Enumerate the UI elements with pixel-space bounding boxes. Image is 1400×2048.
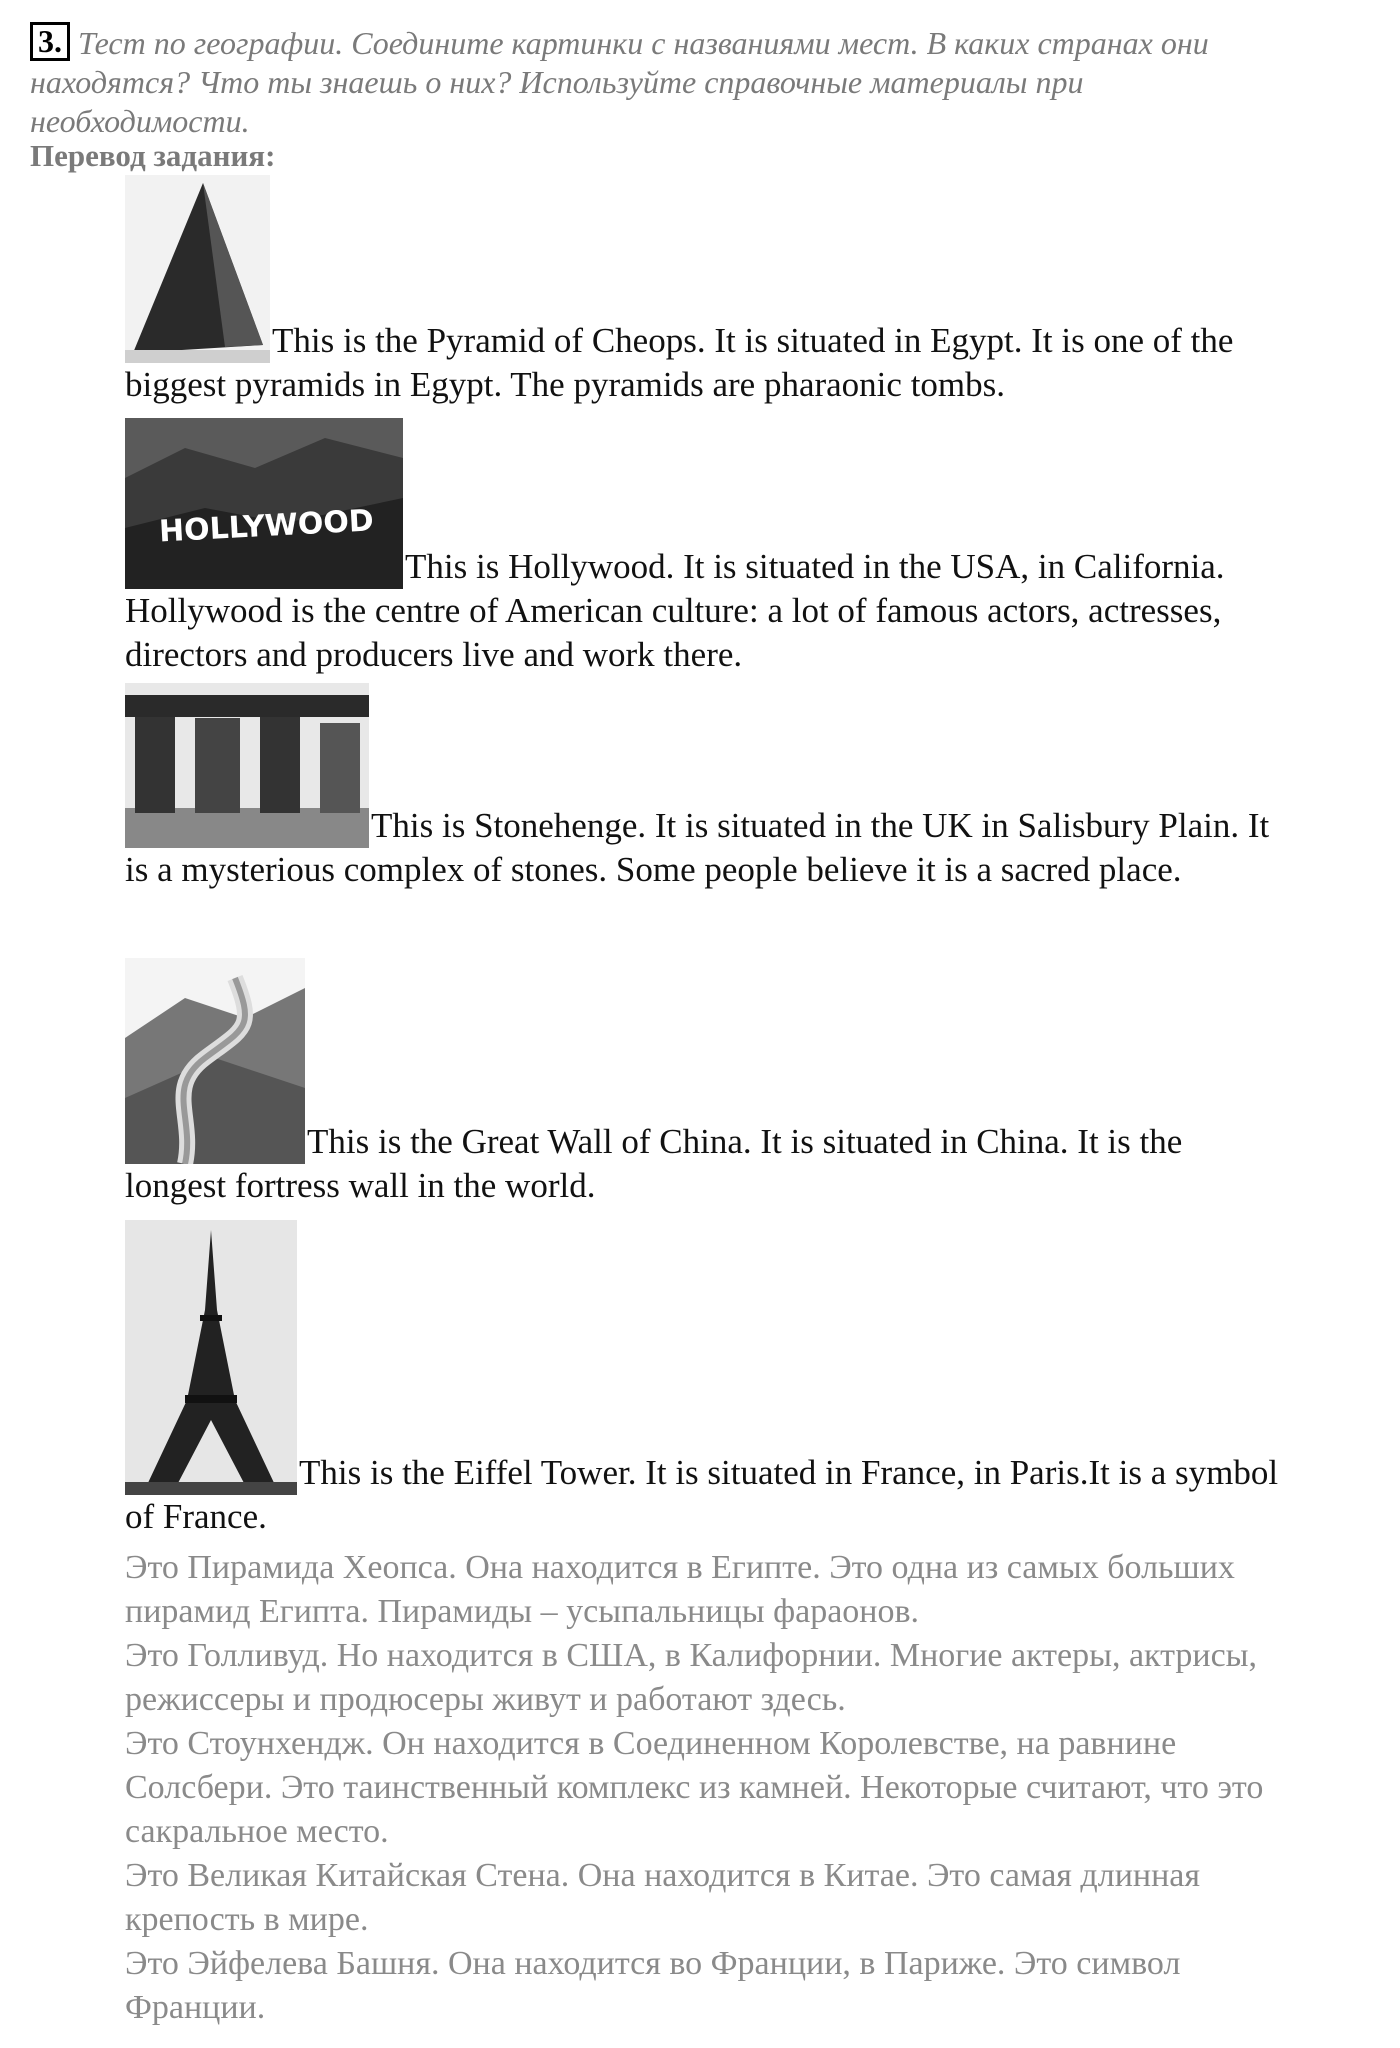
entry-pyramid — [125, 175, 1285, 407]
task-number: 3. — [30, 22, 70, 61]
task-header — [30, 22, 1290, 141]
entry-text: This is the Pyramid of Cheops. It is situated in Egypt. It is one of the biggest pyramids in Egypt. The pyramids are pharaonic tombs. — [125, 321, 1234, 404]
entry-text: This is Hollywood. It is situated in the USA, in California. Hollywood is the centre of American culture: a lot of famous actors, actresses, directors and producers live and work there. — [125, 547, 1225, 674]
pyramid-photo — [125, 175, 270, 363]
hollywood-sign-photo — [125, 418, 403, 589]
ru-paragraph: Это Эйфелева Башня. Она находится во Франции, в Париже. Это символ Франции. — [125, 1945, 1181, 2026]
ru-paragraph: Это Голливуд. Но находится в США, в Калифорнии. Многие актеры, актрисы, режиссеры и продюсеры живут и работают здесь. — [125, 1637, 1258, 1718]
task-instruction: Тест по географии. Соедините картинки с названиями мест. В каких странах они находятся? Что ты знаешь о них? Используйте справочные материалы при необходимости. — [30, 25, 1209, 139]
eiffel-tower-photo — [125, 1220, 297, 1495]
entry-text: This is Stonehenge. It is situated in the UK in Salisbury Plain. It is a mysterious complex of stones. Some people believe it is a sacred place. — [125, 806, 1270, 889]
great-wall-photo — [125, 958, 305, 1164]
entry-text: This is the Great Wall of China. It is situated in China. It is the longest fortress wall in the world. — [125, 1122, 1183, 1205]
entry-hollywood — [125, 418, 1285, 677]
entry-great-wall — [125, 958, 1285, 1208]
ru-paragraph: Это Великая Китайская Стена. Она находится в Китае. Это самая длинная крепость в мире. — [125, 1857, 1201, 1938]
ru-paragraph: Это Стоунхендж. Он находится в Соединенном Королевстве, на равнине Солсбери. Это таинственный комплекс из камней. Некоторые считают, что это сакральное место. — [125, 1725, 1264, 1850]
stonehenge-photo — [125, 683, 369, 848]
entry-eiffel-tower — [125, 1220, 1285, 1539]
entry-stonehenge — [125, 683, 1285, 892]
translation-label: Перевод задания: — [30, 138, 276, 173]
entry-text: This is the Eiffel Tower. It is situated in France, in Paris.It is a symbol of France. — [125, 1453, 1279, 1536]
russian-translation-block — [125, 1546, 1305, 2030]
ru-paragraph: Это Пирамида Хеопса. Она находится в Египте. Это одна из самых больших пирамид Египта. Пирамиды – усыпальницы фараонов. — [125, 1549, 1235, 1630]
hollywood-sign-text: HOLLYWOOD — [158, 503, 375, 550]
